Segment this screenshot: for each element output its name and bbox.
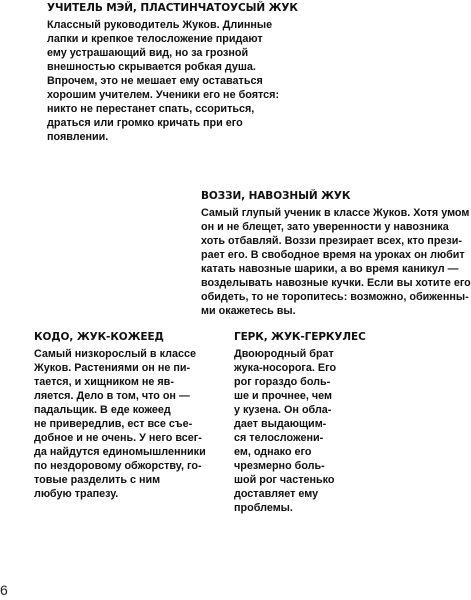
- section-heading: ГЕРК, ЖУК-ГЕРКУЛЕС: [234, 331, 366, 343]
- section-heading: ВОЗЗИ, НАВОЗНЫЙ ЖУК: [201, 190, 351, 202]
- section-text: Двоюродный брат жука-носорога. Его рог гораздо боль- ше и прочнее, чем у кузена. Он обла- дает выдающим- ся телосложени- ем, однако его чрезмерно боль- шой рог частенько доставляет ему проблемы.: [234, 348, 337, 514]
- section-heading: УЧИТЕЛЬ МЭЙ, ПЛАСТИНЧАТОУСЫЙ ЖУК: [47, 2, 298, 14]
- section-teacher-mei: [47, 2, 309, 144]
- section-kodo: [34, 331, 224, 501]
- section-text: Классный руководитель Жуков. Длинные лапки и крепкое телосложение придают ему устрашающий вид, но за грозной внешностью скрывается робкая душа. Впрочем, это не мешает ему оставаться хорошим учителем. Ученики его не боятся: никто не перестанет спать, ссориться, драться или громко кричать при его появлении.: [47, 19, 280, 143]
- section-text: Самый глупый ученик в классе Жуков. Хотя умом он и не блещет, зато уверенности у навозника хоть отбавляй. Воззи презирает всех, кто прези- рает его. В свободное время на уроках он любит катать навозные шарики, а во время каникул — возделывать навозные кучки. Если вы хотите его обидеть, то не торопитесь: возможно, обиженны- ми окажетесь вы.: [201, 207, 471, 317]
- section-vozzi: [201, 190, 471, 318]
- section-gerk: [234, 331, 384, 515]
- section-text: Самый низкорослый в классе Жуков. Растениями он не пи- тается, и хищником не яв- ляется. Дело в том, что он — падальщик. В еде кожеед не привередлив, ест все съе- добное и не очень. У него всег- да найдутся единомышленники по нездоровому обжорству, го- товые разделить с ним любую трапезу.: [34, 348, 206, 500]
- page-number: 6: [0, 582, 8, 598]
- section-heading: КОДО, ЖУК-КОЖЕЕД: [34, 331, 164, 343]
